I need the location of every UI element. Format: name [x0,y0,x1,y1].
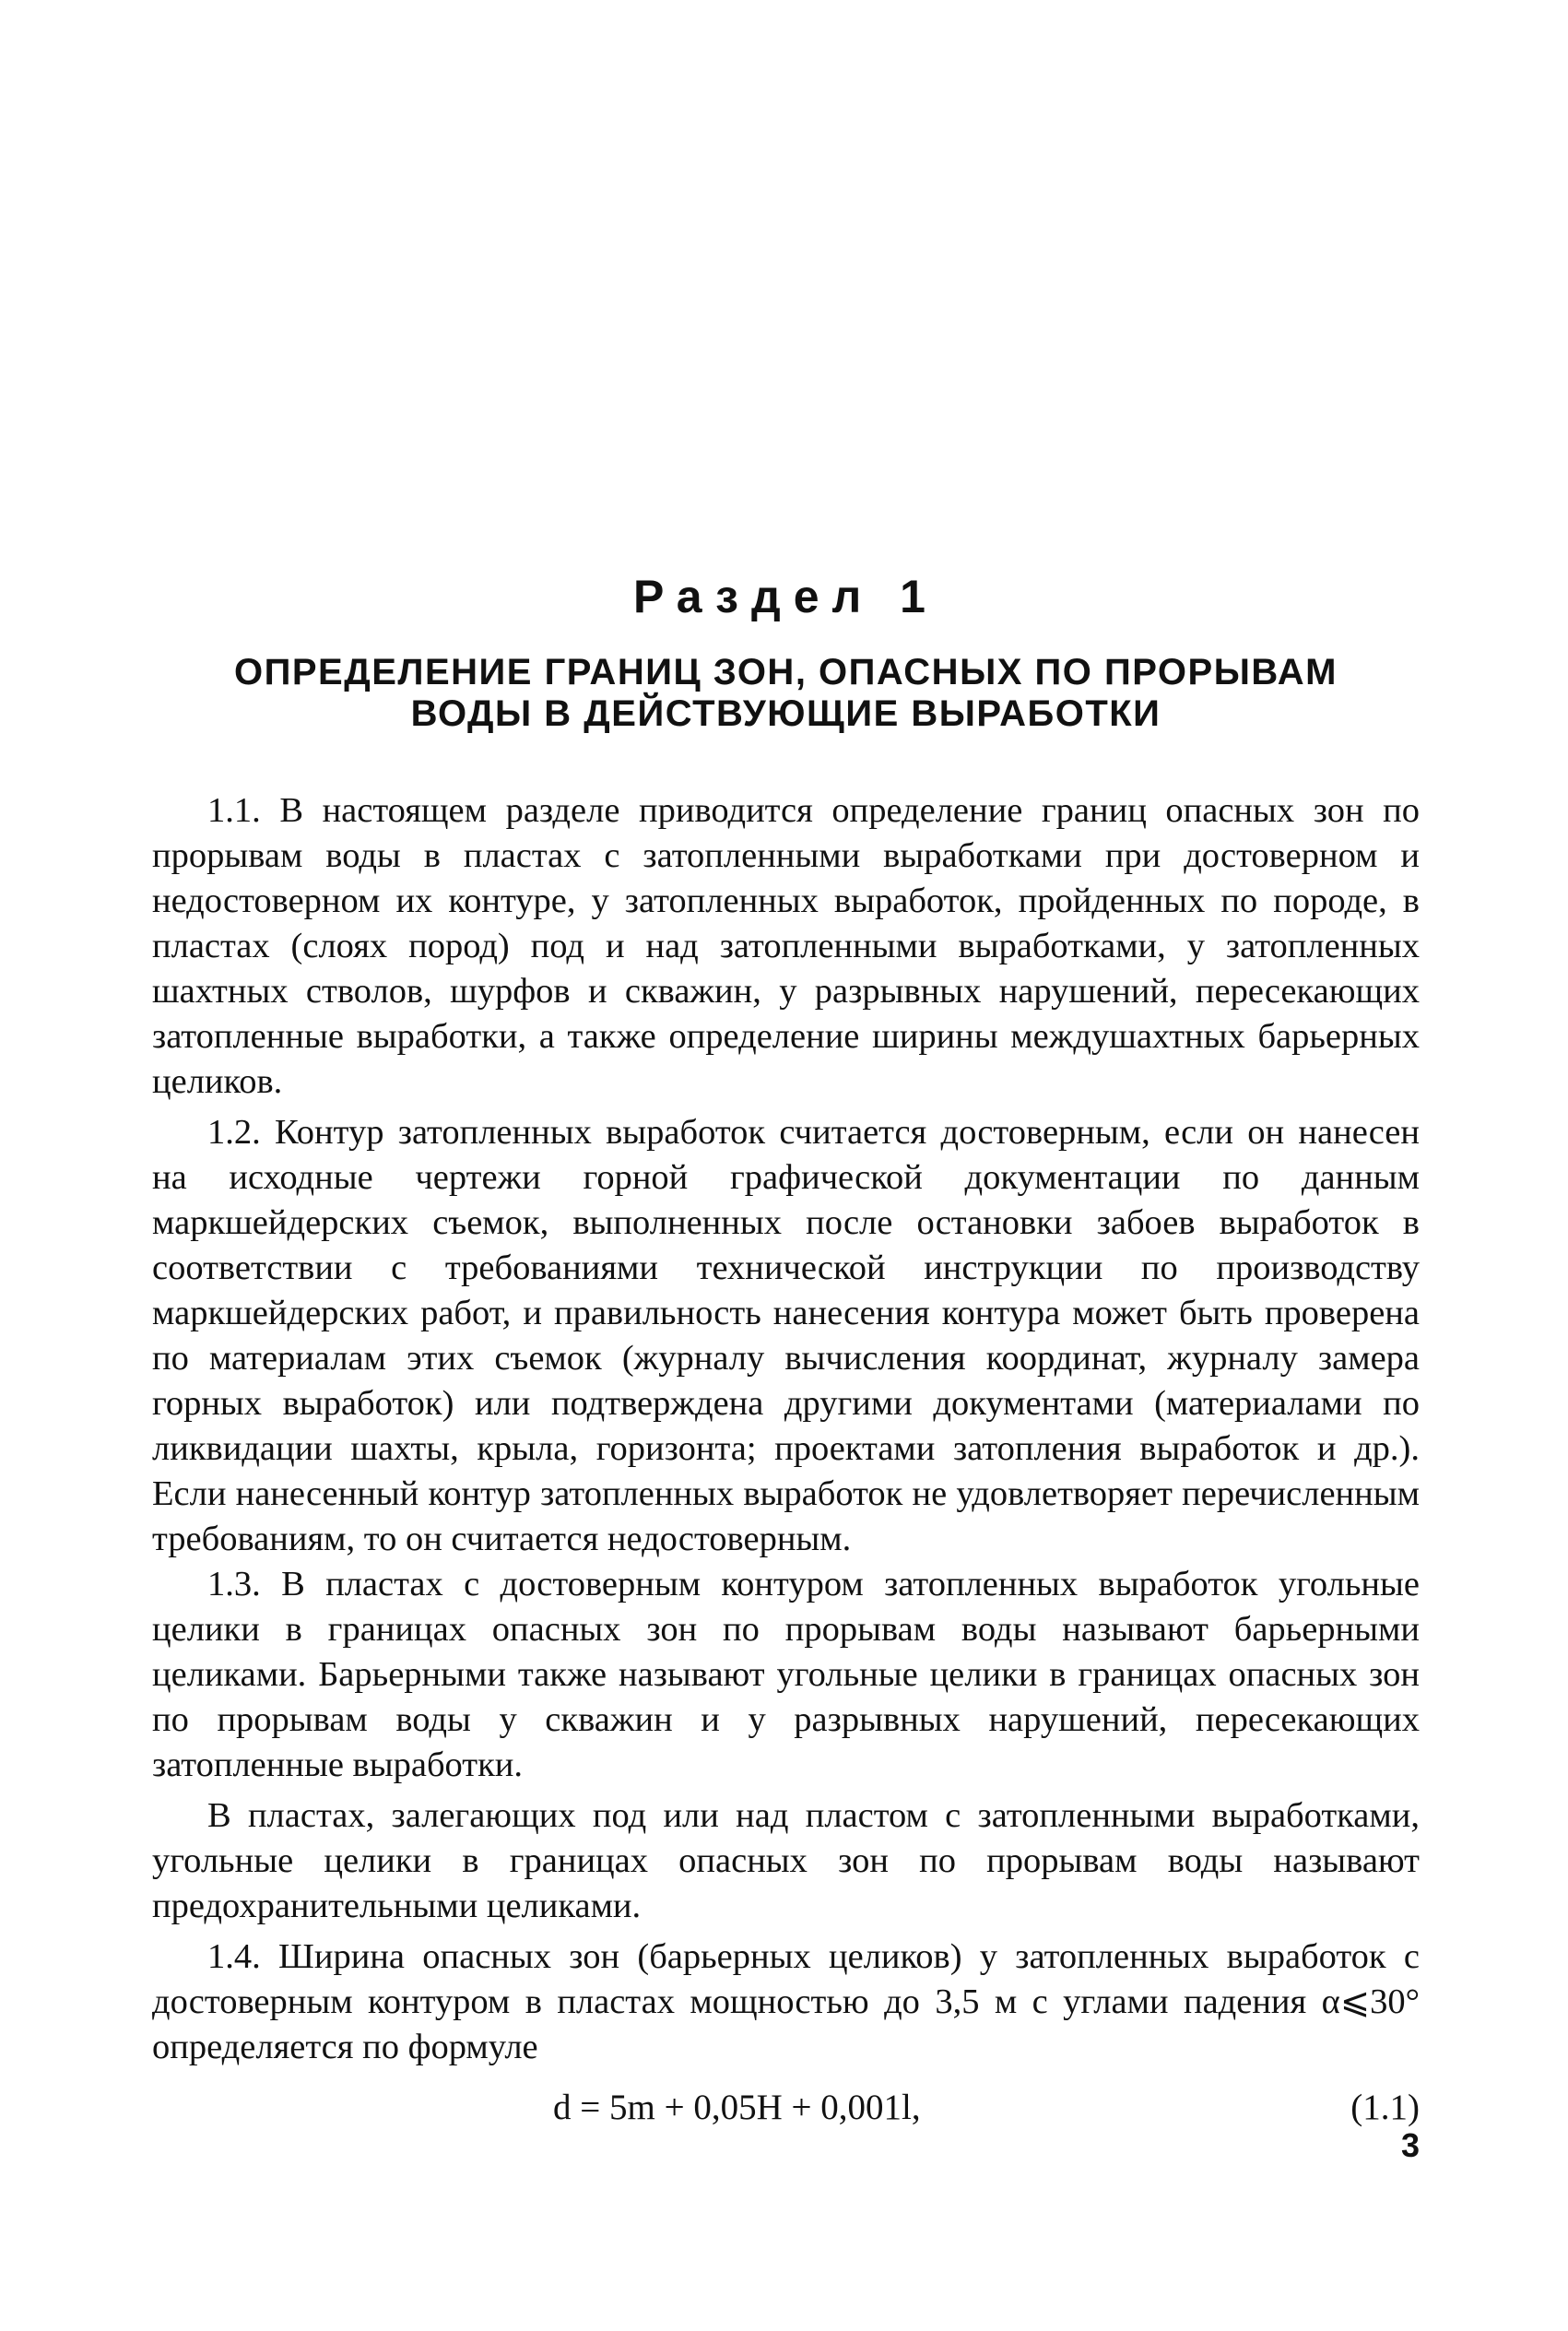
paragraph-1-2: 1.2. Контур затопленных выработок считается достоверным, если он нанесен на исходные чертежи горной графической документации по данным маркшейдерских съемок, выполненных после остановки забоев выработок в соответствии с требованиями технической инструкции по производству маркшейдерских работ, и правильность нанесения контура может быть проверена по материалам этих съемок (журналу вычисления координат, журналу замера горных выработок) или подтверждена другими документами (материалами по ликвидации шахты, крыла, горизонта; проектами затопления выработок и др.). Если нанесенный контур затопленных выработок не удовлетворяет перечисленным требованиям, то он считается недостоверным. [152,1112,1420,1558]
paragraph-1-3-continued: В пластах, залегающих под или над пластом с затопленными выработками, угольные целики в границах опасных зон по прорывам воды называют предохранительными целиками. [152,1795,1420,1925]
section-title [152,652,1420,735]
page-number: 3 [1400,2126,1420,2164]
formula-row [152,2087,1420,2144]
section-label: Раздел 1 [633,571,938,622]
paragraph-1-4: 1.4. Ширина опасных зон (барьерных целиков) у затопленных выработок с достоверным контуром в пластах мощностью до 3,5 м с углами падения α⩽30° определяется по формуле [152,1936,1420,2066]
paragraph-1-3: 1.3. В пластах с достоверным контуром затопленных выработок угольные целики в границах опасных зон по прорывам воды называют барьерными целиками. Барьерными также называют угольные целики в границах опасных зон по прорывам воды у скважин и у разрывных нарушений, пересекающих затопленные выработки. [152,1564,1420,1784]
formula: d = 5m + 0,05H + 0,001l, [553,2087,921,2127]
paragraph-1-1: 1.1. В настоящем разделе приводится определение границ опасных зон по прорывам воды в пластах с затопленными выработками при достоверном и недостоверном их контуре, у затопленных выработок, пройденных по породе, в пластах (слоях пород) под и над затопленными выработками, у затопленных шахтных стволов, шурфов и скважин, у разрывных нарушений, пересекающих затопленные выработки, а также определение ширины междушахтных барьерных целиков. [152,790,1420,1101]
section-title-line-1: ОПРЕДЕЛЕНИЕ ГРАНИЦ ЗОН, ОПАСНЫХ ПО ПРОРЫВАМ [234,652,1338,692]
section-title-line-2: ВОДЫ В ДЕЙСТВУЮЩИЕ ВЫРАБОТКИ [410,692,1161,734]
document-page [152,572,1420,2144]
body-text [152,788,1420,2070]
formula-number: (1.1) [1350,2087,1420,2127]
